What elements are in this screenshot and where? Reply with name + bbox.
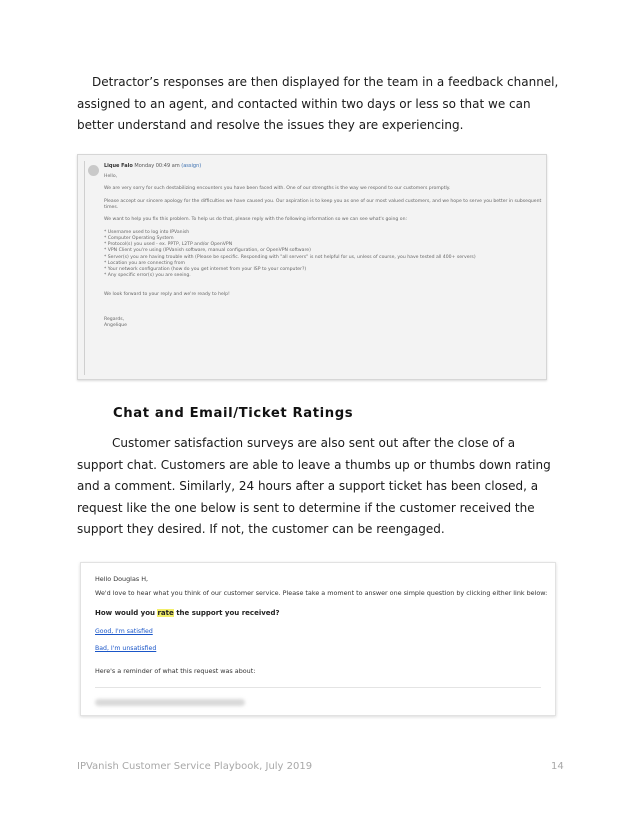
intro-paragraph: Detractor’s responses are then displayed for the team in a feedback channel, assigned to an agent, and contacted within two days or less so that we can better understand and resolve the issues they are experiencing.	[77, 75, 559, 132]
survey-intro: We'd love to hear what you think of our customer service. Please take a moment to answer one simple question by clicking either link below:	[95, 589, 548, 597]
question-highlight: rate	[157, 609, 174, 617]
email-body: Hello, We are very sorry for such destabilizing encounters you have been faced with. One of our strengths is the way we respond to our customers promptly. Please accept our sincere apology for the difficulties we have caused you. Our aspiration is to keep you as one of our most valued customers, and we hope to serve you better in subsequent times. We want to help you fix this problem. To help us do that, please reply with the following information so we can see what's going on: * Username used to log into IPVanish * Computer Operating System * Protocol(s) you used - ex. PPTP, L2TP and/or OpenVPN * VPN Client you're using (IPVanish software, manual configuration, or OpenVPN software) * Server(s) you are having trouble with (Please be specific. Responding with "all servers" is not helpful for us, unless of course, you have tested all 400+ servers) * Location you are connecting from * Your network configuration (how do you get internet from your ISP to your computer?) * Any specific error(s) you are seeing. We look forward to your reply and we're ready to help! Regards, Angelique	[104, 174, 542, 328]
footer-page-number: 14	[551, 761, 564, 772]
email-meta: Monday 00:49 am	[134, 163, 180, 169]
thread-line	[84, 161, 85, 375]
question-pre: How would you	[95, 609, 158, 617]
good-satisfied-link[interactable]: Good, I'm satisfied	[95, 628, 153, 635]
bad-unsatisfied-link[interactable]: Bad, I'm unsatisfied	[95, 645, 157, 652]
divider	[95, 687, 541, 688]
sender-avatar	[88, 165, 99, 176]
reminder-text: Here's a reminder of what this request was about:	[95, 667, 256, 675]
section-heading: Chat and Email/Ticket Ratings	[113, 406, 354, 421]
body-paragraph: Customer satisfaction surveys are also sent out after the close of a support chat. Customers are able to leave a thumbs up or thumbs down rating and a comment. Similarly, 24 hours after a support ticket has been closed, a request like the one below is sent to determine if the customer received the support they desired. If not, the customer can be reengaged.	[77, 436, 551, 536]
redacted-text	[95, 699, 245, 706]
survey-greeting: Hello Douglas H,	[95, 575, 149, 583]
question-post: the support you received?	[173, 609, 280, 617]
sender-name: Lique Falo	[104, 163, 133, 169]
satisfaction-survey-email-screenshot	[80, 562, 556, 716]
email-header	[104, 163, 201, 169]
agent-reply-email-screenshot	[77, 154, 547, 380]
footer-doc-title: IPVanish Customer Service Playbook, July 2019	[77, 761, 313, 772]
survey-question	[95, 609, 280, 617]
assign-tag: (assign)	[181, 163, 202, 169]
